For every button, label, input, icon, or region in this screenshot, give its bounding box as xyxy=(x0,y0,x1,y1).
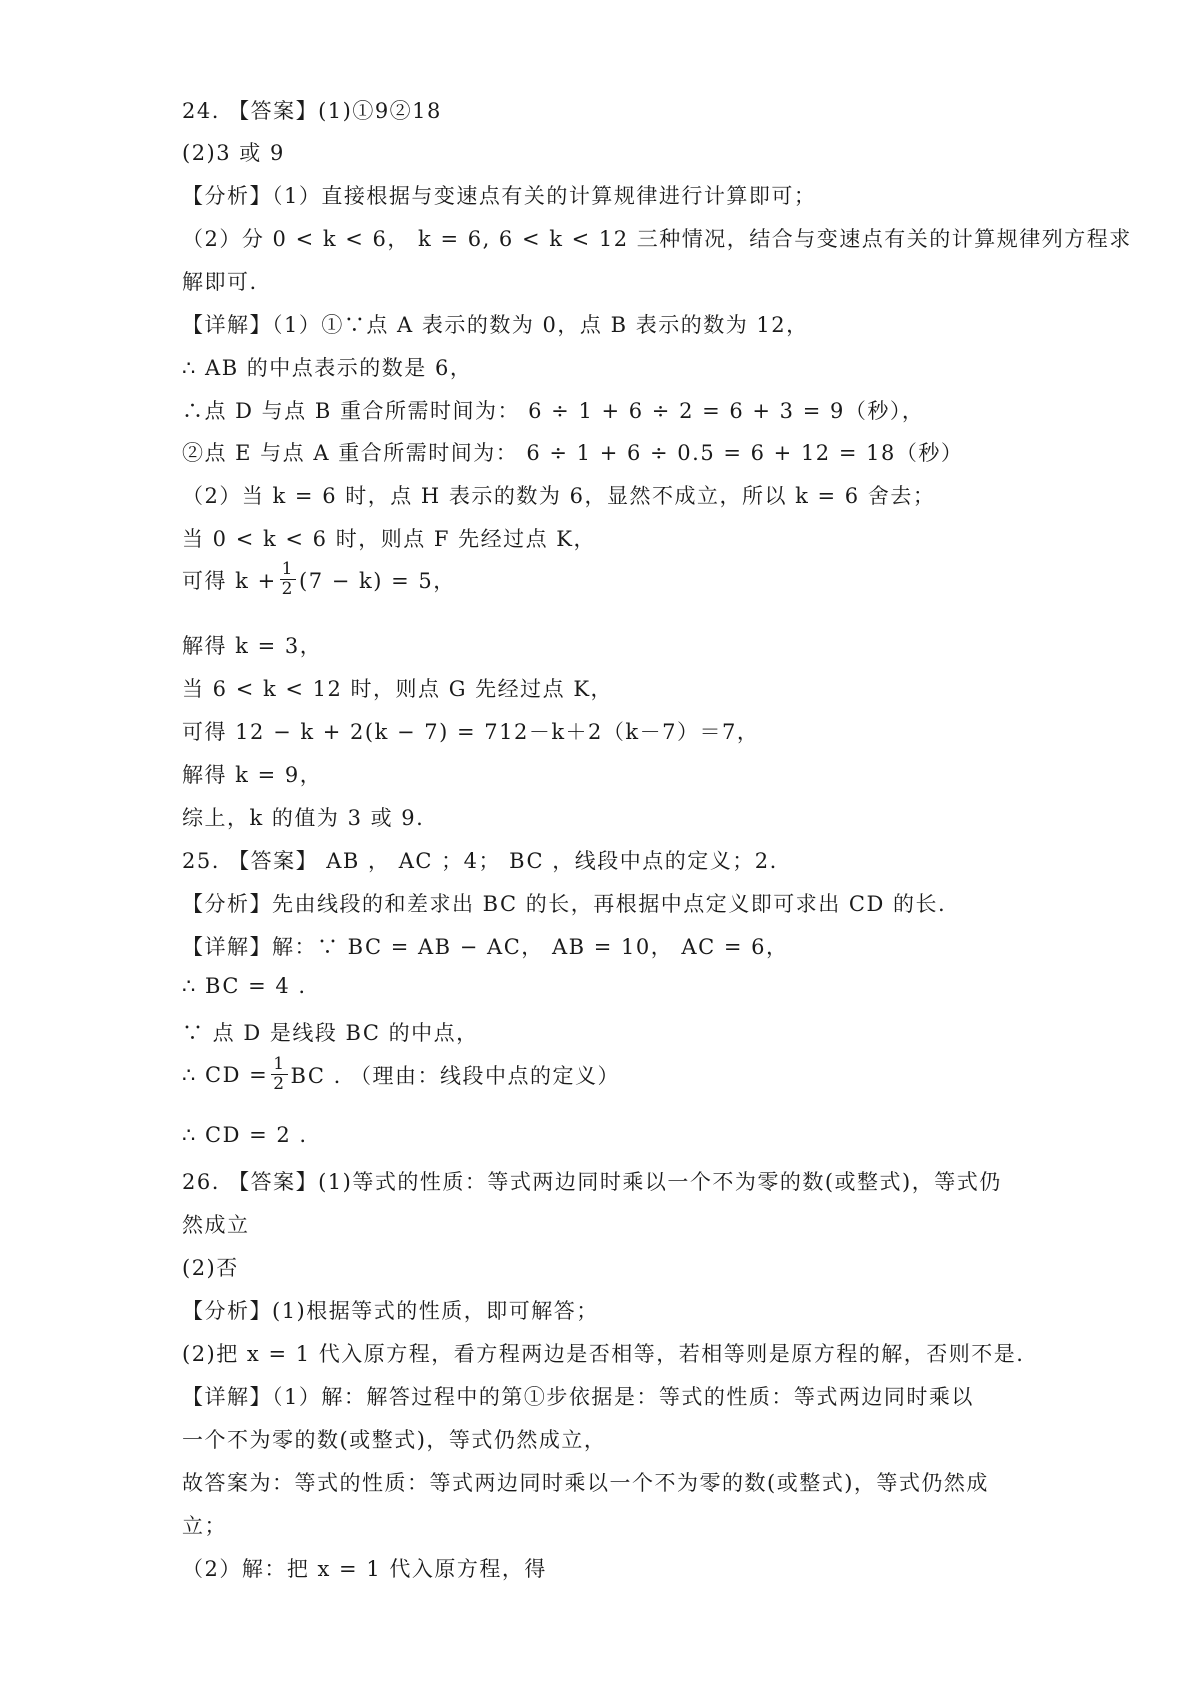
q25-detail-1: 【详解】解：∵ BC = AB − AC， AB = 10， AC = 6， xyxy=(182,935,789,959)
q24-detail-2: ∴ AB 的中点表示的数是 6， xyxy=(182,356,473,380)
q26-answer-2: 然成立 xyxy=(182,1213,250,1237)
q25-detail-2: ∴ BC = 4 . xyxy=(182,974,307,998)
q26-detail-4: 立； xyxy=(182,1514,227,1538)
q24-detail-6: 当 0 < k < 6 时，则点 F 先经过点 K， xyxy=(182,527,596,551)
fraction-one-half xyxy=(271,1055,287,1094)
q25-analysis: 【分析】先由线段的和差求出 BC 的长，再根据中点定义即可求出 CD 的长. xyxy=(182,892,947,916)
q24-detail-7: 当 6 < k < 12 时，则点 G 先经过点 K， xyxy=(182,677,614,701)
q24-solve-1: 解得 k = 3， xyxy=(182,634,323,658)
q24-answer-part2: (2)3 或 9 xyxy=(182,141,285,165)
q24-detail-3: ∴点 D 与点 B 重合所需时间为： 6 ÷ 1 + 6 ÷ 2 = 6 + 3 = 9（秒）， xyxy=(182,399,925,423)
fraction-denominator: 2 xyxy=(273,1074,286,1094)
q25-detail-4: ∴ CD = 2 . xyxy=(182,1123,308,1147)
q26-detail-2: 一个不为零的数(或整式)，等式仍然成立， xyxy=(182,1428,607,1452)
eq1-suffix: (7 − k) = 5， xyxy=(299,568,456,593)
q26-answer-part2: (2)否 xyxy=(182,1256,239,1280)
fraction-numerator: 1 xyxy=(273,1054,286,1074)
q25-answer: 25. 【答案】 AB ， AC ；4； BC ，线段中点的定义；2. xyxy=(182,849,778,873)
q24-detail-5: （2）当 k = 6 时，点 H 表示的数为 6，显然不成立，所以 k = 6 舍去； xyxy=(182,484,936,508)
q26-analysis-2: (2)把 x = 1 代入原方程，看方程两边是否相等，若相等则是原方程的解，否则不是. xyxy=(182,1342,1025,1366)
fraction-one-half xyxy=(280,560,296,599)
q24-analysis-2: （2）分 0 < k < 6， k = 6, 6 < k < 12 三种情况，结合与变速点有关的计算规律列方程求 xyxy=(182,227,1132,251)
q24-analysis-1: 【分析】（1）直接根据与变速点有关的计算规律进行计算即可； xyxy=(182,184,817,208)
q25-detail-3: ∵ 点 D 是线段 BC 的中点， xyxy=(182,1021,479,1045)
q26-detail-1: 【详解】（1）解：解答过程中的第①步依据是：等式的性质：等式两边同时乘以 xyxy=(182,1385,974,1409)
q24-answer: 24. 【答案】(1)①9②18 xyxy=(182,99,442,123)
q26-detail-3: 故答案为：等式的性质：等式两边同时乘以一个不为零的数(或整式)，等式仍然成 xyxy=(182,1471,989,1495)
q26-answer-1: 26. 【答案】(1)等式的性质：等式两边同时乘以一个不为零的数(或整式)，等式仍 xyxy=(182,1170,1002,1194)
eq2-prefix: ∴ CD = xyxy=(182,1062,269,1087)
q24-equation-1 xyxy=(182,560,456,599)
fraction-numerator: 1 xyxy=(281,559,294,579)
q24-detail-1: 【详解】（1）①∵点 A 表示的数为 0，点 B 表示的数为 12， xyxy=(182,313,809,337)
q24-equation-2: 可得 12 − k + 2(k − 7) = 712－k＋2（k－7）＝7， xyxy=(182,720,760,744)
q24-detail-4: ②点 E 与点 A 重合所需时间为： 6 ÷ 1 + 6 ÷ 0.5 = 6 + 12 = 18（秒） xyxy=(182,441,964,465)
q24-conclusion: 综上，k 的值为 3 或 9. xyxy=(182,806,425,830)
eq1-prefix: 可得 k + xyxy=(182,568,277,593)
q26-detail-5: （2）解：把 x = 1 代入原方程，得 xyxy=(182,1557,547,1581)
fraction-denominator: 2 xyxy=(281,579,294,599)
q24-analysis-3: 解即可. xyxy=(182,270,258,294)
q26-analysis-1: 【分析】(1)根据等式的性质，即可解答； xyxy=(182,1299,599,1323)
q24-solve-2: 解得 k = 9， xyxy=(182,763,323,787)
eq2-suffix: BC . （理由：线段中点的定义） xyxy=(290,1063,620,1088)
q25-equation xyxy=(182,1055,620,1094)
